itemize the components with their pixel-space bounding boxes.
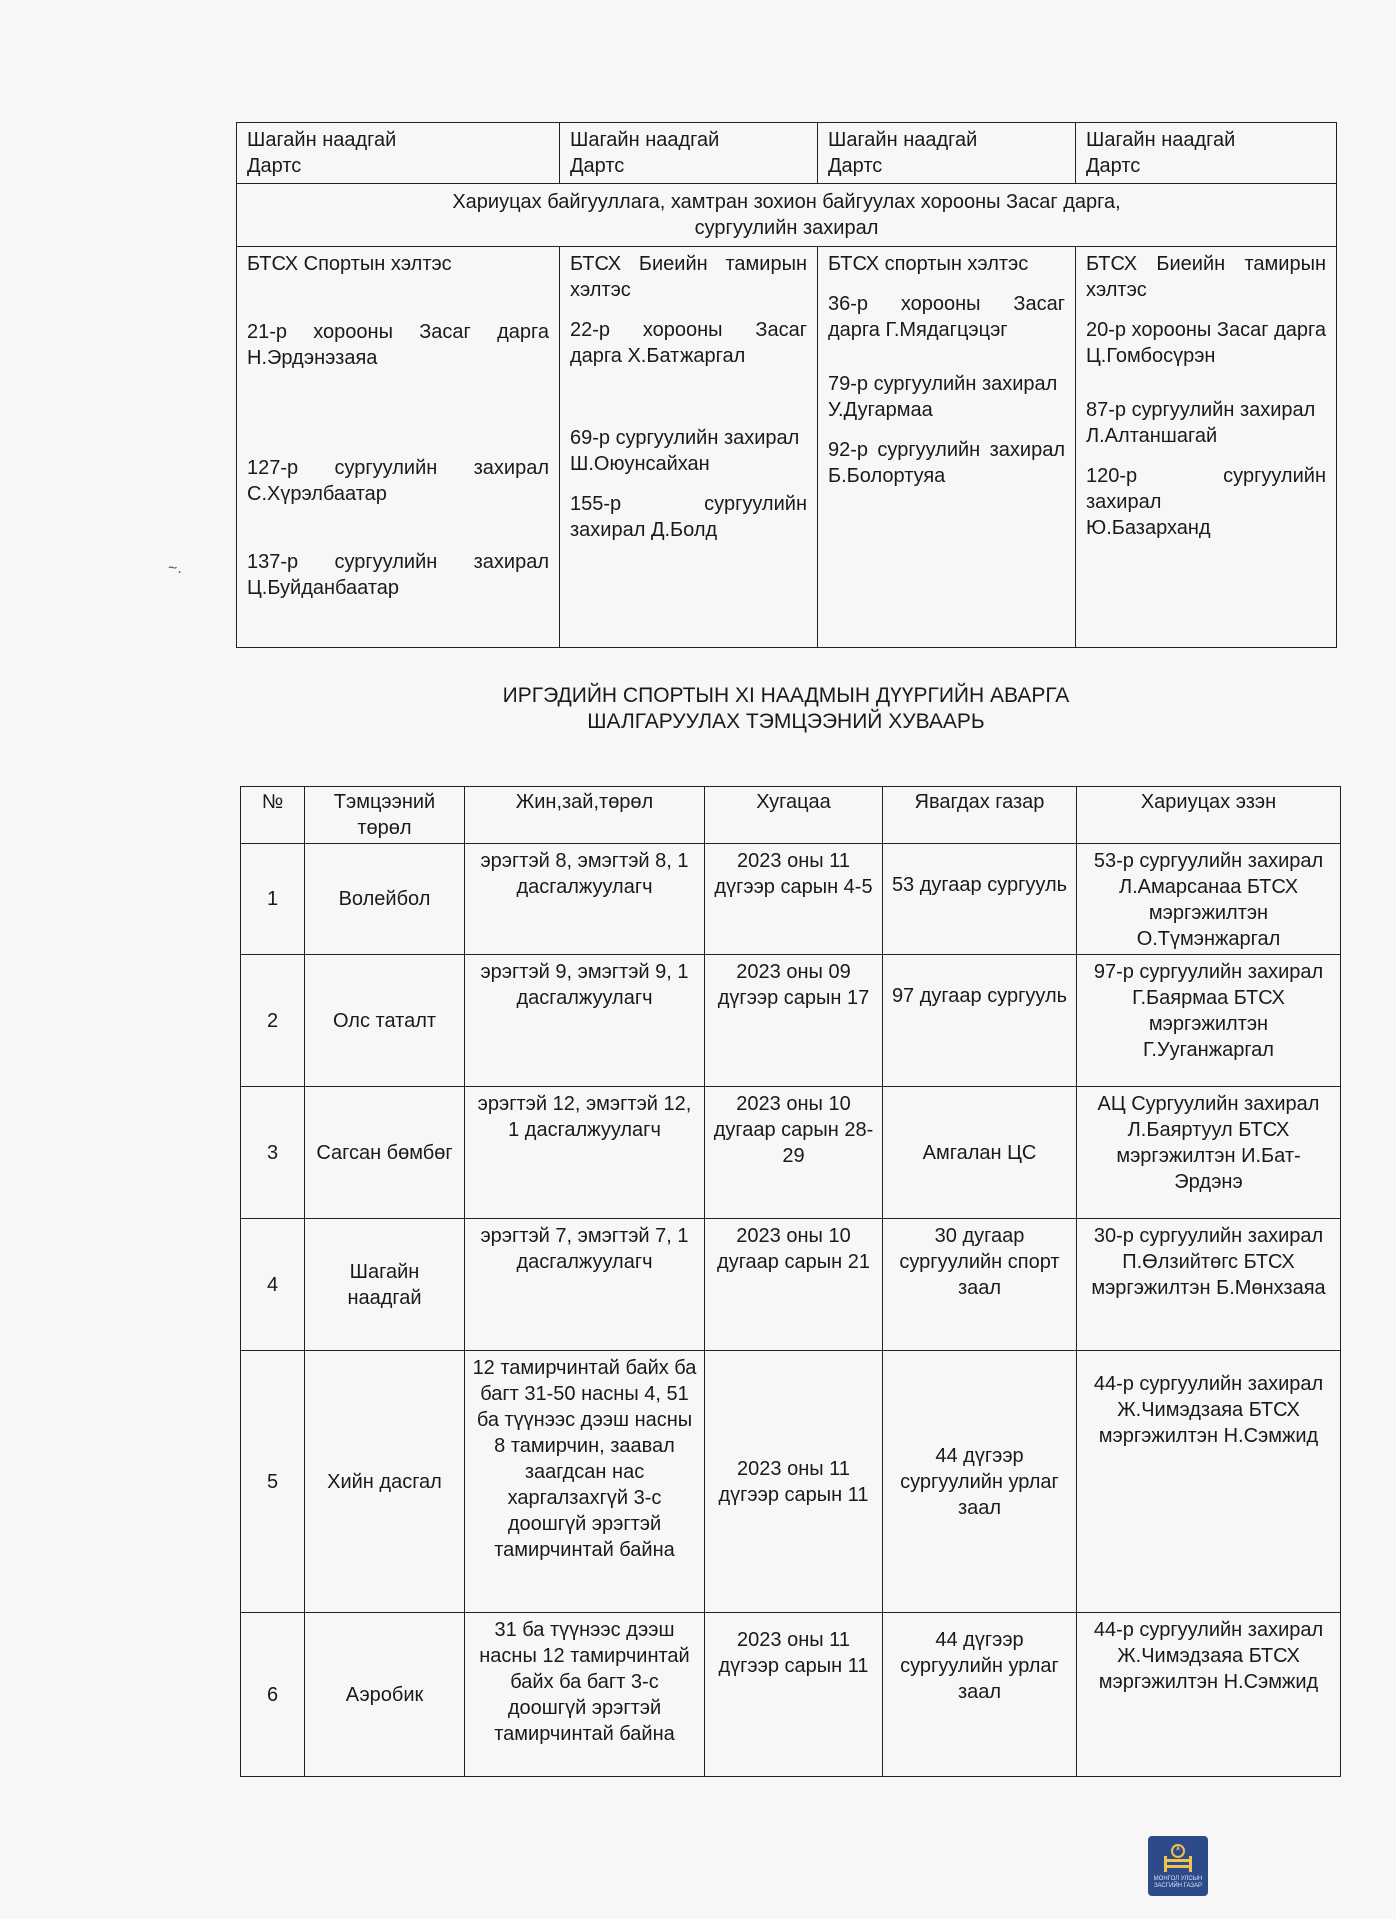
logo-caption: МОНГОЛ УЛСЫН ЗАСГИЙН ГАЗАР xyxy=(1153,1876,1203,1889)
khoroo-governor: 36-р хорооны Засаг дарга Г.Мядагцэцэг xyxy=(828,293,1065,341)
column-header-venue: Явагдах газар xyxy=(883,787,1077,844)
table-row xyxy=(241,1219,1341,1351)
competition-type: Волейбол xyxy=(305,844,465,955)
table-row xyxy=(241,1613,1341,1777)
officials-column-3 xyxy=(818,247,1076,648)
table-row xyxy=(241,1087,1341,1219)
responsible-person: 44-р сургуулийн захирал Ж.Чимэдзаяа БТСХ мэргэжилтэн Н.Сэмжид xyxy=(1077,1613,1341,1777)
competition-category: 31 ба түүнээс дээш насны 12 тамирчинтай байх ба багт 3-с доошгүй эрэгтэй тамирчинтай байна xyxy=(465,1613,705,1777)
school-director: 155-р сургуулийн захирал Д.Болд xyxy=(570,493,807,541)
row-number: 5 xyxy=(241,1351,305,1613)
competition-date: 2023 оны 10 дугаар сарын 21 xyxy=(705,1219,883,1351)
competition-category: 12 тамирчинтай байх ба багт 31-50 насны 4, 51 ба түүнээс дээш насны 8 тамирчин, заавал заагдсан нас харгалзахгүй 3-с доошгүй эрэгтэй тамирчинтай байна xyxy=(465,1351,705,1613)
column-header-date: Хугацаа xyxy=(705,787,883,844)
competition-type: Шагайн наадгай xyxy=(305,1219,465,1351)
competition-schedule-table xyxy=(240,786,1341,1777)
khoroo-governor: 20-р хорооны Засаг дарга Ц.Гомбосүрэн xyxy=(1086,319,1326,367)
scan-mark: ~. xyxy=(168,560,182,577)
table-row xyxy=(241,1351,1341,1613)
officials-column-2 xyxy=(560,247,818,648)
row-number: 6 xyxy=(241,1613,305,1777)
school-director: 92-р сургуулийн захирал Б.Болортуяа xyxy=(828,439,1065,487)
competition-category: эрэгтэй 7, эмэгтэй 7, 1 дасгалжуулагч xyxy=(465,1219,705,1351)
header-cell: Шагайн наадгай Дартс xyxy=(237,123,560,184)
school-director: 127-р сургуулийн захирал С.Хүрэлбаатар xyxy=(247,457,549,505)
competition-venue: 30 дугаар сургуулийн спорт заал xyxy=(883,1219,1077,1351)
table-row xyxy=(237,247,1337,648)
government-emblem-logo xyxy=(1148,1836,1208,1896)
title-line-1: ИРГЭДИЙН СПОРТЫН XI НААДМЫН ДҮҮРГИЙН АВАРГА xyxy=(502,684,1070,707)
competition-type: Олс таталт xyxy=(305,955,465,1087)
responsible-person: 30-р сургуулийн захирал П.Өлзийтөгс БТСХ мэргэжилтэн Б.Мөнхзаяа xyxy=(1077,1219,1341,1351)
responsible-caption: Хариуцах байгууллага, хамтран зохион байгуулах хорооны Засаг дарга, сургуулийн захирал xyxy=(237,184,1337,247)
school-director: 137-р сургуулийн захирал Ц.Буйданбаатар xyxy=(247,551,549,599)
competition-venue: 53 дугаар сургууль xyxy=(883,844,1077,955)
competition-venue: 44 дүгээр сургуулийн урлаг заал xyxy=(883,1613,1077,1777)
title-line-2: ШАЛГАРУУЛАХ ТЭМЦЭЭНИЙ ХУВААРЬ xyxy=(587,710,985,733)
khoroo-governor: 22-р хорооны Засаг дарга Х.Батжаргал xyxy=(570,319,807,367)
header-cell: Шагайн наадгай Дартс xyxy=(1076,123,1337,184)
soyombo-emblem-icon xyxy=(1161,1842,1195,1874)
responsible-person: 53-р сургуулийн захирал Л.Амарсанаа БТСХ мэргэжилтэн О.Түмэнжаргал xyxy=(1077,844,1341,955)
responsible-officials-table xyxy=(236,122,1337,648)
competition-date: 2023 оны 10 дугаар сарын 28-29 xyxy=(705,1087,883,1219)
competition-type: Сагсан бөмбөг xyxy=(305,1087,465,1219)
department: БТСХ Биеийн тамирын хэлтэс xyxy=(570,253,807,301)
competition-category: эрэгтэй 8, эмэгтэй 8, 1 дасгалжуулагч xyxy=(465,844,705,955)
competition-category: эрэгтэй 12, эмэгтэй 12, 1 дасгалжуулагч xyxy=(465,1087,705,1219)
competition-date: 2023 оны 09 дүгээр сарын 17 xyxy=(705,955,883,1087)
responsible-person: АЦ Сургуулийн захирал Л.Баяртуул БТСХ мэргэжилтэн И.Бат-Эрдэнэ xyxy=(1077,1087,1341,1219)
competition-date: 2023 оны 11 дүгээр сарын 11 xyxy=(705,1351,883,1613)
table-row xyxy=(241,955,1341,1087)
table-row xyxy=(241,844,1341,955)
school-director: 79-р сургуулийн захирал У.Дугармаа xyxy=(828,373,1058,421)
department: БТСХ Спортын хэлтэс xyxy=(247,253,452,275)
responsible-person: 97-р сургуулийн захирал Г.Баярмаа БТСХ мэргэжилтэн Г.Ууганжаргал xyxy=(1077,955,1341,1087)
competition-category: эрэгтэй 9, эмэгтэй 9, 1 дасгалжуулагч xyxy=(465,955,705,1087)
column-header-type: Тэмцээний төрөл xyxy=(305,787,465,844)
header-cell: Шагайн наадгай Дартс xyxy=(818,123,1076,184)
competition-date: 2023 оны 11 дүгээр сарын 4-5 xyxy=(705,844,883,955)
table-span-row xyxy=(237,184,1337,247)
row-number: 4 xyxy=(241,1219,305,1351)
officials-column-4 xyxy=(1076,247,1337,648)
competition-type: Аэробик xyxy=(305,1613,465,1777)
school-director: 87-р сургуулийн захирал Л.Алтаншагай xyxy=(1086,399,1316,447)
department: БТСХ Биеийн тамирын хэлтэс xyxy=(1086,253,1326,301)
column-header-owner: Хариуцах эзэн xyxy=(1077,787,1341,844)
department: БТСХ спортын хэлтэс xyxy=(828,253,1029,275)
table-header-row xyxy=(237,123,1337,184)
header-cell: Шагайн наадгай Дартс xyxy=(560,123,818,184)
competition-date: 2023 оны 11 дүгээр сарын 11 xyxy=(705,1613,883,1777)
row-number: 1 xyxy=(241,844,305,955)
column-header-category: Жин,зай,төрөл xyxy=(465,787,705,844)
competition-venue: 44 дүгээр сургуулийн урлаг заал xyxy=(883,1351,1077,1613)
schedule-header-row xyxy=(241,787,1341,844)
responsible-person: 44-р сургуулийн захирал Ж.Чимэдзаяа БТСХ мэргэжилтэн Н.Сэмжид xyxy=(1077,1351,1341,1613)
competition-venue: Амгалан ЦС xyxy=(883,1087,1077,1219)
row-number: 3 xyxy=(241,1087,305,1219)
officials-column-1 xyxy=(237,247,560,648)
khoroo-governor: 21-р хорооны Засаг дарга Н.Эрдэнэзаяа xyxy=(247,321,549,369)
schedule-title xyxy=(236,683,1336,735)
school-director: 69-р сургуулийн захирал Ш.Оюунсайхан xyxy=(570,427,800,475)
row-number: 2 xyxy=(241,955,305,1087)
column-header-no: № xyxy=(241,787,305,844)
competition-venue: 97 дугаар сургууль xyxy=(883,955,1077,1087)
competition-type: Хийн дасгал xyxy=(305,1351,465,1613)
school-director: 120-р сургуулийн захирал Ю.Базарханд xyxy=(1086,465,1326,539)
